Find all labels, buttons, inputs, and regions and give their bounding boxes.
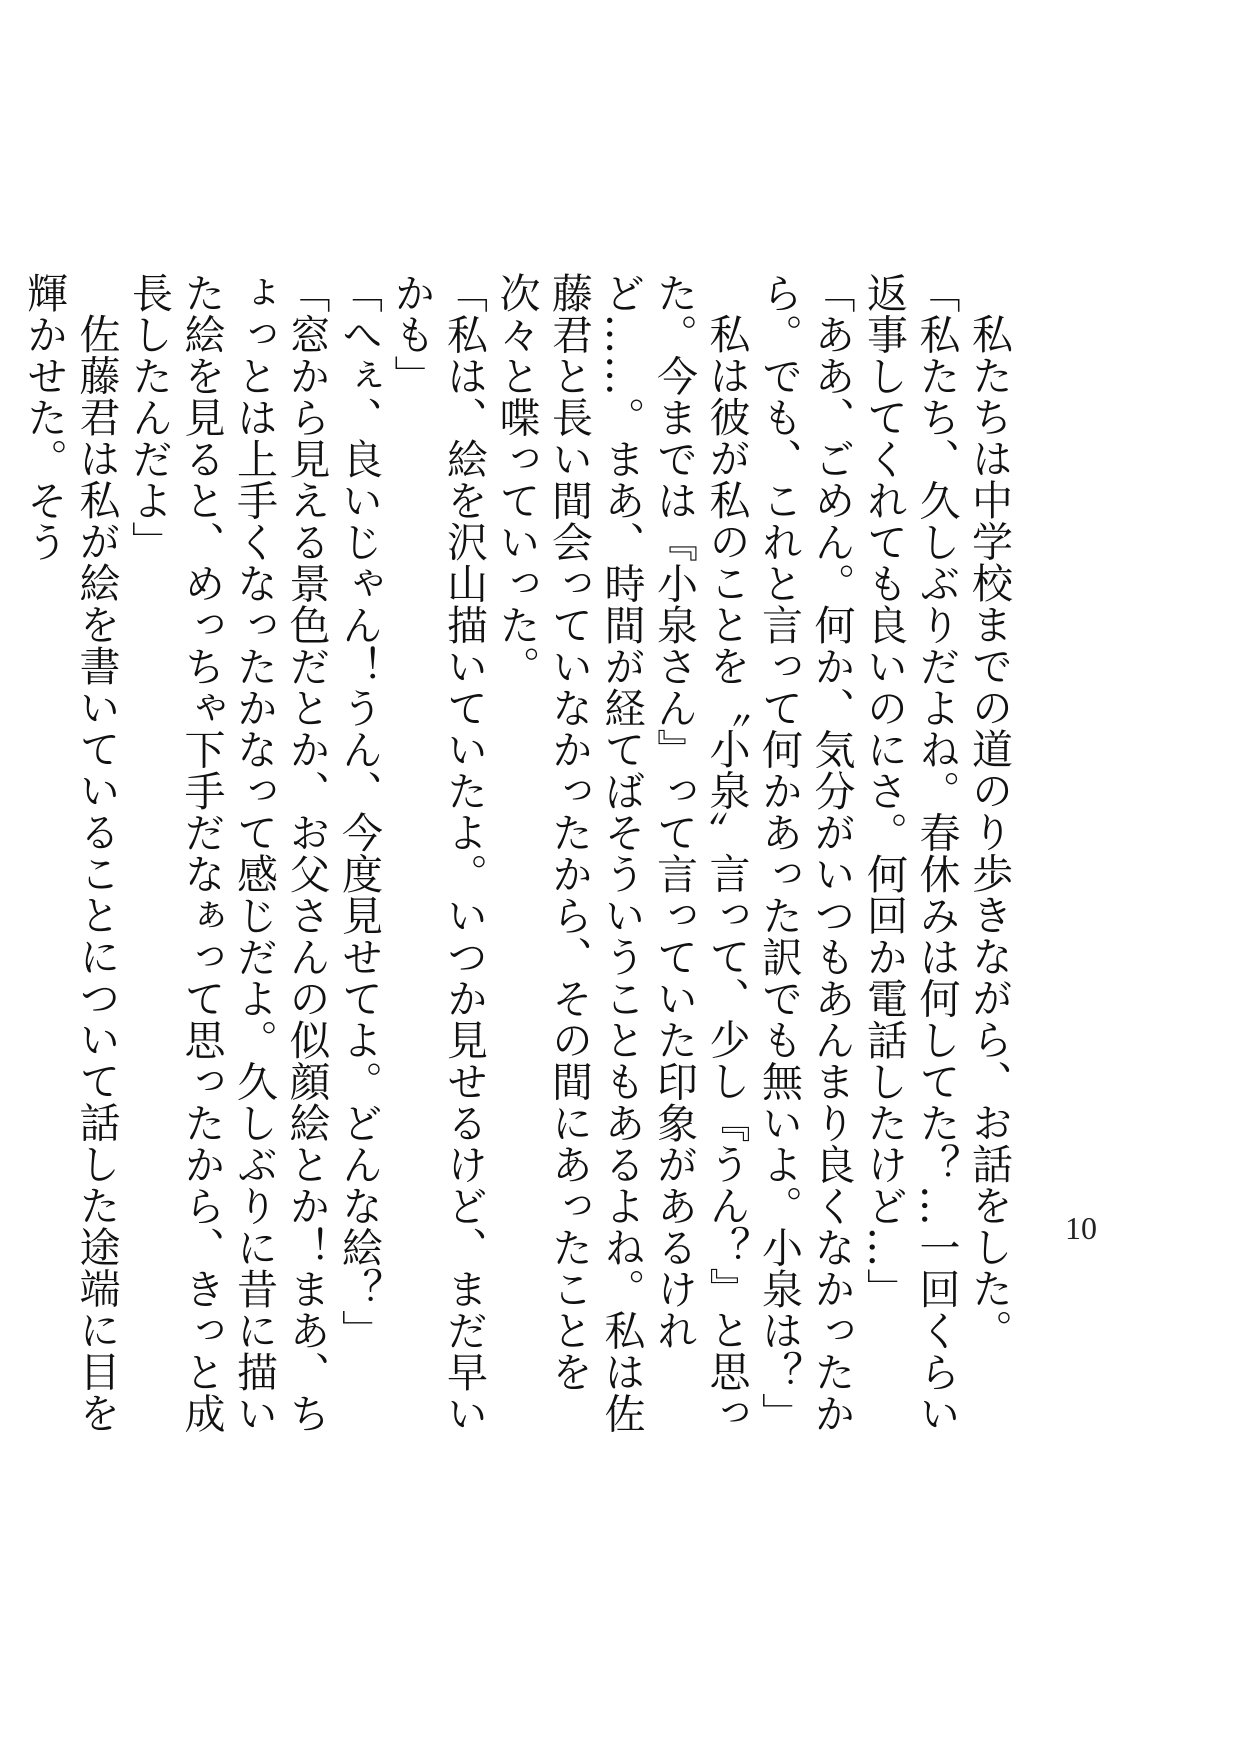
paragraph-dialogue-4: 「へぇ、良いじゃん！うん、今度見せてよ。どんな絵？」 (335, 272, 383, 1351)
paragraph-dialogue-1: 「私たち、久しぶりだよね。春休みは何してた？…一回くらい返事してくれても良いのにさ。何回か電話したけど…」 (860, 272, 961, 1434)
paragraph-dialogue-3: 「私は、絵を沢山描いていたよ。いつか見せるけど、まだ早いかも」 (387, 272, 488, 1434)
page-number: 10 (1065, 1210, 1097, 1246)
paragraph-narration-3: 佐藤君は私が絵を書いていることについて話した途端に目を輝かせた。そう (20, 272, 121, 1434)
paragraph-narration-1: 私たちは中学校までの道のり歩きながら、お話をした。 (965, 313, 1013, 1351)
paragraph-narration-2: 私は彼が私のことを〝小泉〟言って、少し『うん？』と思った。今までは『小泉さん』って言っていた印象があるけれど……。まあ、時間が経てばそういうこともあるよね。私は佐藤君と長い間会っていなかったから、その間にあったことを次々と喋っていった。 (492, 272, 751, 1434)
paragraph-dialogue-5: 「窓から見える景色だとか、お父さんの似顔絵とか！まあ、ちょっとは上手くなったかなって感じだよ。久しぶりに昔に描いた絵を見ると、めっちゃ下手だなぁって思ったから、きっと成長したんだよ」 (125, 272, 331, 1434)
paragraph-dialogue-2: 「ああ、ごめん。何か、気分がいつもあんまり良くなかったから。でも、これと言って何かあった訳でも無いよ。小泉は？」 (755, 272, 856, 1434)
vertical-text-body (20, 272, 1015, 1452)
